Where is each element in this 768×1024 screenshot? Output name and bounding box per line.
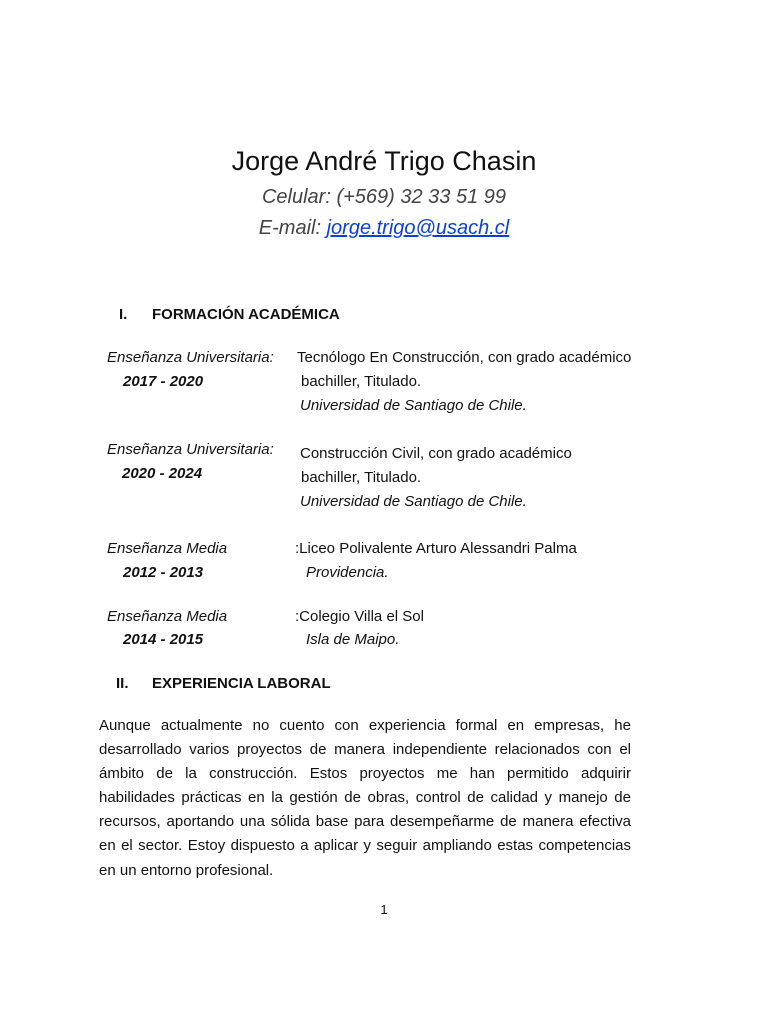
education-years: 2012 - 2013 (123, 564, 204, 581)
email-line (0, 217, 768, 240)
education-detail: bachiller, Titulado. (301, 469, 422, 486)
education-section-title: FORMACIÓN ACADÉMICA (152, 306, 340, 323)
education-level: Enseñanza Media (107, 608, 228, 625)
experience-section-title: EXPERIENCIA LABORAL (152, 675, 331, 692)
education-level: Enseñanza Media (107, 540, 228, 557)
experience-paragraph: Aunque actualmente no cuento con experiencia formal en empresas, he desarrollado varios proyectos de manera independiente relacionados con el ámbito de la construcción. Estos proyectos me han permitido adquirir habilidades prácticas en la gestión de obras, control de calidad y manejo de recursos, aportando una sólida base para desempeñarme de manera efectiva en el sector. Estoy dispuesto a aplicar y seguir ampliando estas competencias en un entorno profesional. (99, 717, 631, 879)
education-detail: :Liceo Polivalente Arturo Alessandri Palma (295, 540, 577, 557)
experience-section-number: II. (116, 675, 129, 692)
email-link[interactable]: jorge.trigo@usach.cl (326, 217, 510, 239)
education-institution: Providencia. (306, 564, 389, 581)
education-level: Enseñanza Universitaria: (107, 349, 274, 366)
education-detail: Construcción Civil, con grado académico (300, 445, 572, 462)
education-institution: Isla de Maipo. (306, 631, 400, 648)
education-detail: Tecnólogo En Construcción, con grado académico (297, 349, 632, 366)
education-institution: Universidad de Santiago de Chile. (300, 493, 527, 510)
phone-line: Celular: (+569) 32 33 51 99 (261, 186, 507, 208)
education-years: 2014 - 2015 (123, 631, 204, 648)
education-detail: :Colegio Villa el Sol (295, 608, 424, 625)
email-prefix: E-mail: (258, 217, 327, 239)
education-years: 2017 - 2020 (123, 373, 204, 390)
education-years: 2020 - 2024 (122, 465, 203, 482)
education-level: Enseñanza Universitaria: (107, 441, 274, 458)
candidate-name: Jorge André Trigo Chasin (231, 146, 537, 176)
page-number: 1 (380, 902, 388, 917)
education-institution: Universidad de Santiago de Chile. (300, 397, 527, 414)
education-detail: bachiller, Titulado. (301, 373, 422, 390)
education-section-number: I. (119, 306, 128, 323)
